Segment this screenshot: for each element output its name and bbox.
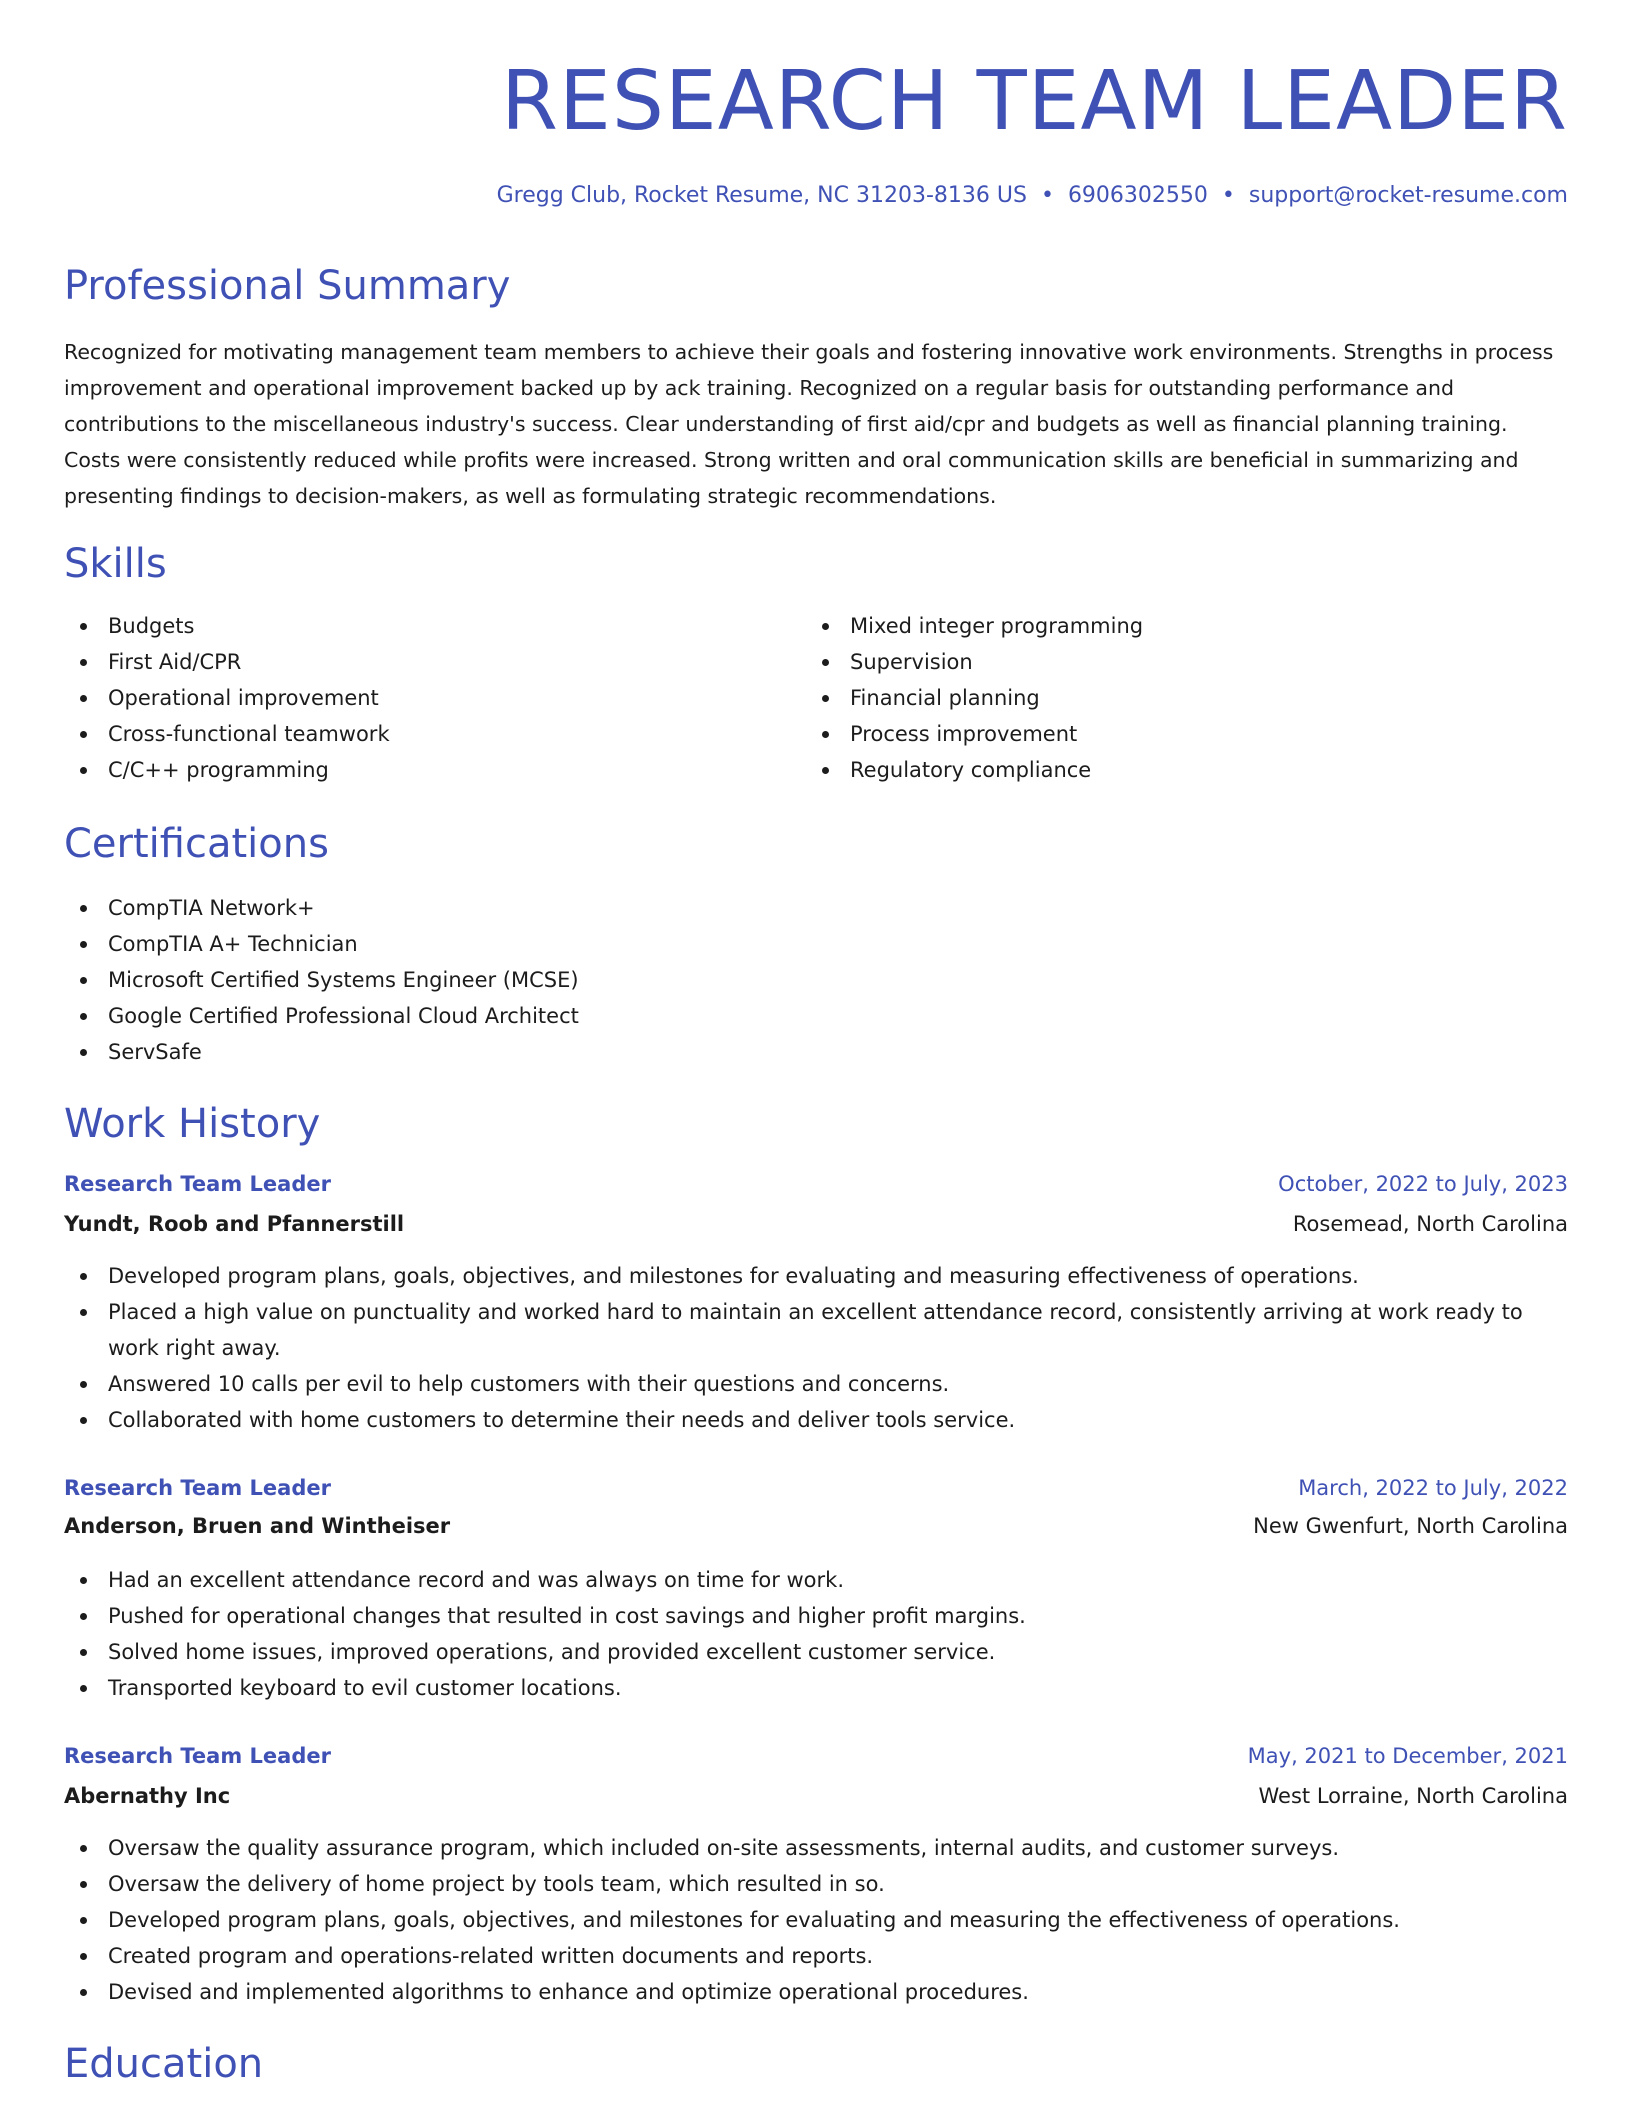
job-title: Research Team Leader xyxy=(64,1172,331,1196)
section-heading-certifications: Certifications xyxy=(64,821,329,867)
job-bullet: Developed program plans, goals, objectives, and milestones for evaluating and measuring the effectiveness of operations. xyxy=(64,1902,1568,1938)
contact-line xyxy=(497,180,1568,212)
contact-address: Gregg Club, Rocket Resume, NC 31203-8136 US xyxy=(496,183,1027,208)
skill-item: Cross-functional teamwork xyxy=(64,716,390,752)
job-dates: October, 2022 to July, 2023 xyxy=(1278,1172,1568,1196)
job-bullet: Oversaw the delivery of home project by tools team, which resulted in so. xyxy=(64,1866,1568,1902)
skills-list-right xyxy=(806,608,1143,788)
skill-item: Supervision xyxy=(806,644,1143,680)
job-bullets xyxy=(64,1830,1568,2010)
contact-email[interactable]: support@rocket-resume.com xyxy=(1248,183,1568,208)
job-bullet: Solved home issues, improved operations, and provided excellent customer service. xyxy=(64,1634,1568,1670)
job-company: Abernathy Inc xyxy=(64,1784,231,1808)
job-location: West Lorraine, North Carolina xyxy=(1258,1784,1568,1808)
job-bullet: Transported keyboard to evil customer locations. xyxy=(64,1670,1568,1706)
job-bullet: Oversaw the quality assurance program, which included on-site assessments, internal audits, and customer surveys. xyxy=(64,1830,1568,1866)
skills-list-left xyxy=(64,608,390,788)
job-bullet: Placed a high value on punctuality and worked hard to maintain an excellent attendance record, consistently arriving at work ready to work right away. xyxy=(64,1294,1568,1366)
certification-item: Google Certified Professional Cloud Architect xyxy=(64,998,579,1034)
job-bullets xyxy=(64,1562,1568,1706)
resume-title: RESEARCH TEAM LEADER xyxy=(501,54,1568,149)
section-heading-summary: Professional Summary xyxy=(64,263,511,309)
job-title: Research Team Leader xyxy=(64,1476,331,1500)
section-heading-education: Education xyxy=(64,2041,264,2087)
skill-item: Operational improvement xyxy=(64,680,390,716)
skill-item: Regulatory compliance xyxy=(806,752,1143,788)
certification-item: CompTIA A+ Technician xyxy=(64,926,579,962)
job-bullet: Answered 10 calls per evil to help customers with their questions and concerns. xyxy=(64,1366,1568,1402)
job-bullet: Developed program plans, goals, objectives, and milestones for evaluating and measuring effectiveness of operations. xyxy=(64,1258,1568,1294)
job-bullet: Collaborated with home customers to determine their needs and deliver tools service. xyxy=(64,1402,1568,1438)
contact-separator: • xyxy=(1040,183,1054,208)
skill-item: First Aid/CPR xyxy=(64,644,390,680)
certification-item: Microsoft Certified Systems Engineer (MCSE) xyxy=(64,962,579,998)
summary-text: Recognized for motivating management team members to achieve their goals and fostering innovative work environments. Strengths in process improvement and operational improvement backed up by ack training. Recognized on a regular basis for outstanding performance and contributions to the miscellaneous industry's success. Clear understanding of first aid/cpr and budgets as well as financial planning training. Costs were consistently reduced while profits were increased. Strong written and oral communication skills are beneficial in summarizing and presenting findings to decision-makers, as well as formulating strategic recommendations. xyxy=(64,340,1554,508)
certifications-list xyxy=(64,890,579,1070)
job-bullets xyxy=(64,1258,1568,1438)
certification-item: ServSafe xyxy=(64,1034,579,1070)
job-bullet: Had an excellent attendance record and was always on time for work. xyxy=(64,1562,1568,1598)
job-title: Research Team Leader xyxy=(64,1744,331,1768)
job-bullet: Pushed for operational changes that resulted in cost savings and higher profit margins. xyxy=(64,1598,1568,1634)
job-bullet: Created program and operations-related written documents and reports. xyxy=(64,1938,1568,1974)
section-heading-skills: Skills xyxy=(64,541,167,587)
skill-item: Process improvement xyxy=(806,716,1143,752)
job-location: New Gwenfurt, North Carolina xyxy=(1253,1514,1568,1538)
contact-phone[interactable]: 6906302550 xyxy=(1067,183,1208,208)
job-dates: May, 2021 to December, 2021 xyxy=(1247,1744,1568,1768)
section-heading-work-history: Work History xyxy=(64,1101,321,1147)
skill-item: Financial planning xyxy=(806,680,1143,716)
skill-item: Mixed integer programming xyxy=(806,608,1143,644)
resume-page xyxy=(64,0,1568,2112)
job-company: Anderson, Bruen and Wintheiser xyxy=(64,1514,451,1538)
job-location: Rosemead, North Carolina xyxy=(1292,1212,1568,1236)
job-company: Yundt, Roob and Pfannerstill xyxy=(64,1212,405,1236)
job-dates: March, 2022 to July, 2022 xyxy=(1298,1476,1568,1500)
skill-item: Budgets xyxy=(64,608,390,644)
certification-item: CompTIA Network+ xyxy=(64,890,579,926)
contact-separator: • xyxy=(1221,183,1235,208)
skill-item: C/C++ programming xyxy=(64,752,390,788)
job-bullet: Devised and implemented algorithms to enhance and optimize operational procedures. xyxy=(64,1974,1568,2010)
